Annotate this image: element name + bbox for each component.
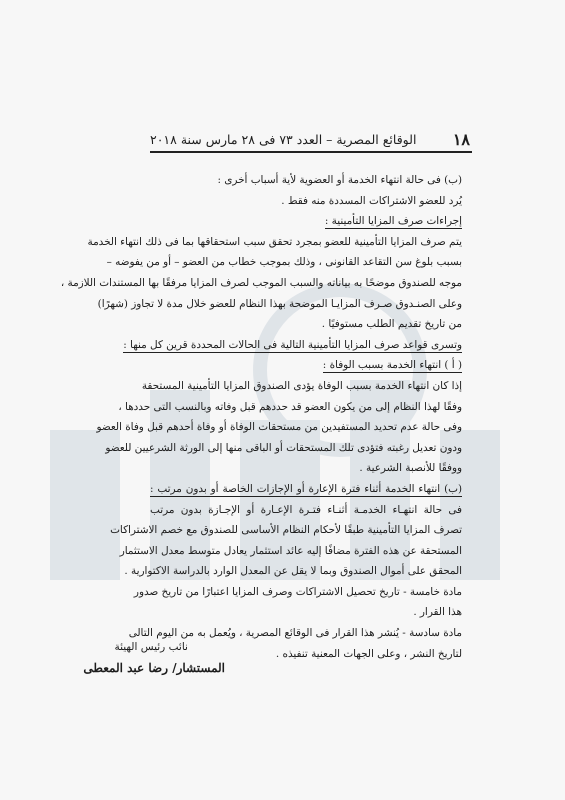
text-line: موجه للصندوق موضحًا به بياناته والسبب الموجب لصرف المزايا مرفقًا بها المستندات اللازمة ، — [60, 276, 462, 289]
text-line: فى حالة انتهـاء الخدمـة أثنـاء فتـرة الإعـارة أو الإجـازة بدون مرتب — [150, 503, 462, 516]
text-line: المحقق على أموال الصندوق وبما لا يقل عن المعدل الوارد بالدراسة الاكتوارية . — [124, 565, 462, 578]
section-heading: ( أ ) انتهاء الخدمة بسبب الوفاة : — [322, 359, 462, 372]
text-line: هذا القرار . — [413, 606, 462, 619]
text-line: وفى حالة عدم تحديد المستفيدين من مستحقات الوفاة أو وفاة أحدهم قبل وفاة العضو — [96, 421, 462, 434]
text-line: يُرد للعضو الاشتراكات المسددة منه فقط . — [281, 194, 462, 207]
text-line: بسبب بلوغ سن التقاعد القانونى ، وذلك بموجب خطاب من العضو – أو من يفوضه – — [106, 256, 462, 269]
article-line: مادة سادسة - يُنشر هذا القرار فى الوقائع المصرية ، ويُعمل به من اليوم التالى — [128, 627, 462, 640]
text-line: المستحقة عن هذه الفترة مضافًا إليه عائد استثمار يعادل متوسط معدل الاستثمار — [119, 544, 462, 557]
section-heading: وتسرى قواعد صرف المزايا التأمينية التالية فى الحالات المحددة قرين كل منها : — [123, 338, 462, 351]
text-line: ووفقًا للأنصبة الشرعية . — [359, 462, 462, 475]
text-line: تصرف المزايا التأمينية طبقًا لأحكام النظام الأساسى للصندوق مع خصم الاشتراكات — [110, 524, 462, 537]
text-line: من تاريخ تقديم الطلب مستوفيًا . — [321, 318, 462, 331]
text-line: يتم صرف المزايا التأمينية للعضو بمجرد تحقق سبب استحقاقها بما فى ذلك انتهاء الخدمة — [87, 235, 462, 248]
gazette-title: الوقائع المصرية – العدد ٧٣ فى ٢٨ مارس سنة ٢٠١٨ — [150, 131, 417, 147]
article-line: مادة خامسة - تاريخ تحصيل الاشتراكات وصرف المزايا اعتبارًا من تاريخ صدور — [133, 585, 462, 598]
section-heading: (ب) انتهاء الخدمة أثناء فترة الإعارة أو الإجازات الخاصة أو بدون مرتب : — [150, 482, 462, 495]
text-line: وعلى الصنـدوق صـرف المزايـا الموضحة بهذا النظام للعضو خلال مدة لا تجاوز (شهرًا) — [97, 297, 462, 310]
section-heading: إجراءات صرف المزايا التأمينية : — [324, 215, 462, 228]
text-line: لتاريخ النشر ، وعلى الجهات المعنية تنفيذه . — [275, 647, 462, 660]
header-rule — [150, 151, 472, 153]
text-line: ودون تعديل رغبته فتؤدى تلك المستحقات أو الباقى منها إلى الورثة الشرعيين للعضو — [105, 441, 462, 454]
signature-block — [83, 637, 225, 679]
text-line: (ب) فى حالة انتهاء الخدمة أو العضوية لأية أسباب أخرى : — [217, 174, 462, 186]
page-header — [150, 128, 470, 150]
text-line: وفقًا لهذا النظام إلى من يكون العضو قد حددهم قبل وفاته وبالنسب التى حددها ، — [118, 400, 462, 413]
page-number: ١٨ — [452, 129, 470, 149]
document-body — [60, 170, 462, 664]
text-line: إذا كان انتهاء الخدمة بسبب الوفاة يؤدى الصندوق المزايا التأمينية المستحقة — [141, 379, 462, 392]
signatory-name: المستشار/ رضا عبد المعطى — [83, 661, 225, 675]
signatory-role: نائب رئيس الهيئة — [114, 641, 188, 653]
